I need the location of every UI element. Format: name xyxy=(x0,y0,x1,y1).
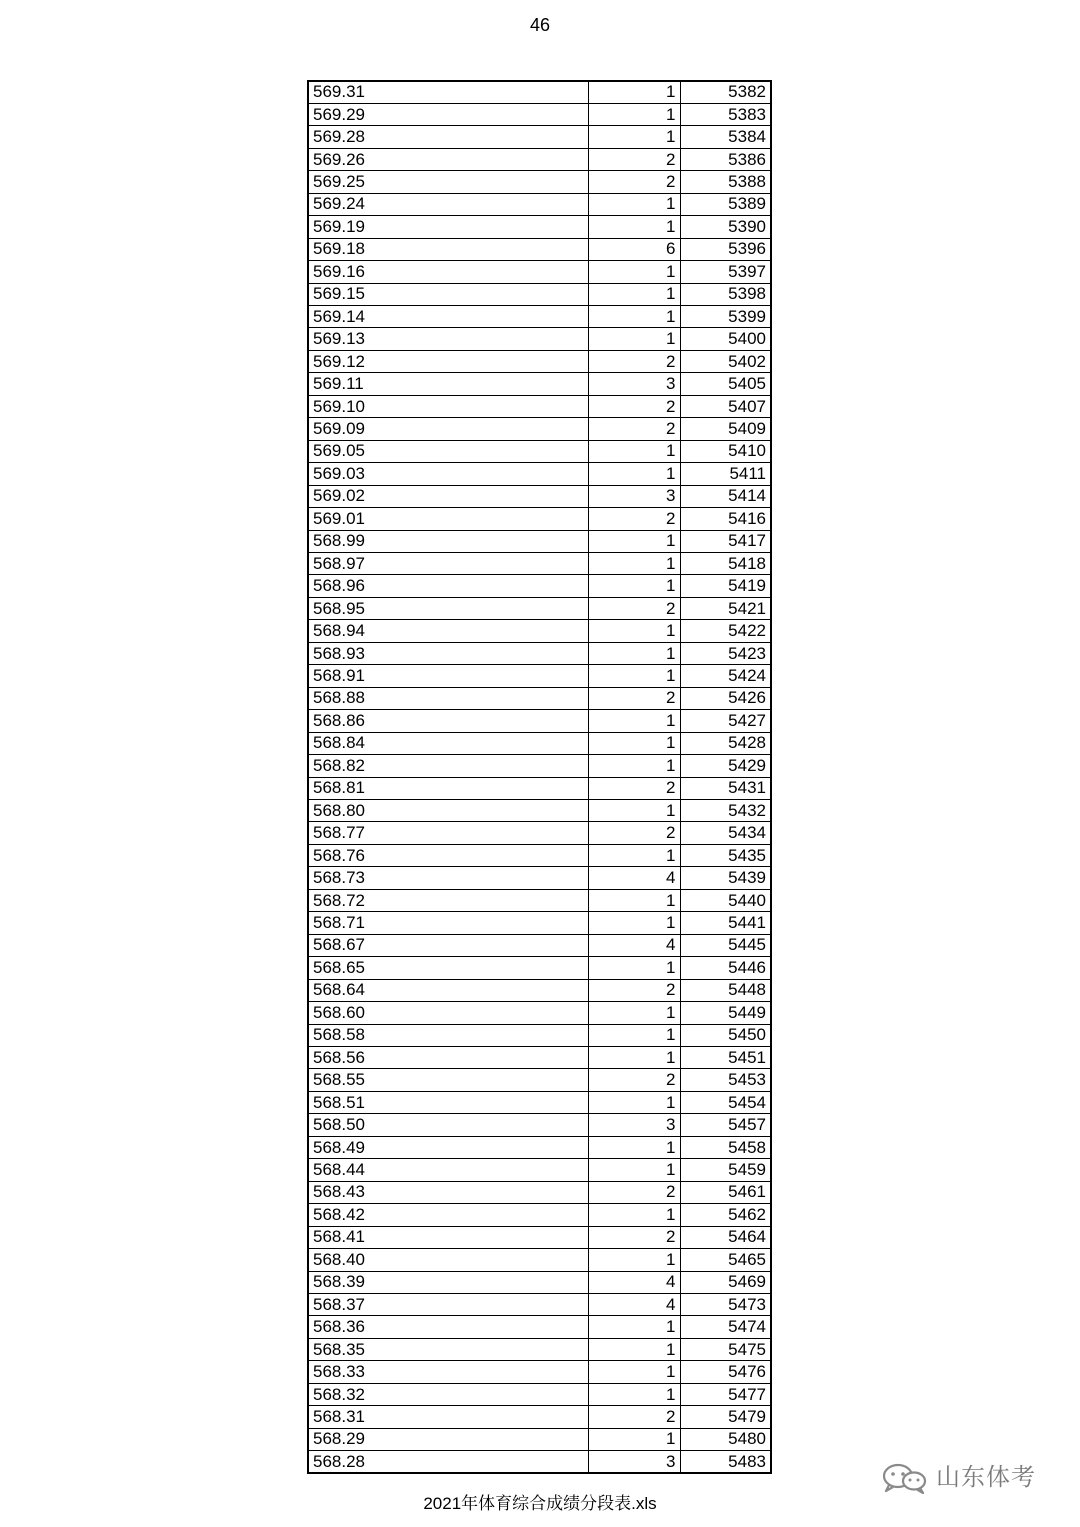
table-row xyxy=(308,1451,771,1473)
cumulative-cell: 5465 xyxy=(680,1249,771,1271)
cumulative-cell: 5475 xyxy=(680,1338,771,1360)
table-row xyxy=(308,620,771,642)
table-row xyxy=(308,81,771,103)
cumulative-cell: 5459 xyxy=(680,1159,771,1181)
table-row xyxy=(308,373,771,395)
score-cell: 569.02 xyxy=(308,485,588,507)
score-cell: 568.31 xyxy=(308,1406,588,1428)
cumulative-cell: 5389 xyxy=(680,193,771,215)
count-cell: 2 xyxy=(588,395,680,417)
table-row xyxy=(308,238,771,260)
cumulative-cell: 5457 xyxy=(680,1114,771,1136)
score-cell: 569.09 xyxy=(308,418,588,440)
score-cell: 568.77 xyxy=(308,822,588,844)
table-row xyxy=(308,957,771,979)
count-cell: 2 xyxy=(588,1406,680,1428)
count-cell: 1 xyxy=(588,1091,680,1113)
score-cell: 568.76 xyxy=(308,844,588,866)
cumulative-cell: 5397 xyxy=(680,261,771,283)
table-row xyxy=(308,822,771,844)
score-cell: 568.97 xyxy=(308,553,588,575)
count-cell: 1 xyxy=(588,844,680,866)
count-cell: 1 xyxy=(588,665,680,687)
count-cell: 2 xyxy=(588,1069,680,1091)
table-row xyxy=(308,283,771,305)
table-row xyxy=(308,328,771,350)
score-cell: 569.11 xyxy=(308,373,588,395)
score-cell: 568.39 xyxy=(308,1271,588,1293)
score-cell: 569.26 xyxy=(308,148,588,170)
count-cell: 1 xyxy=(588,1428,680,1450)
count-cell: 2 xyxy=(588,508,680,530)
score-cell: 568.88 xyxy=(308,687,588,709)
count-cell: 2 xyxy=(588,1181,680,1203)
count-cell: 3 xyxy=(588,1114,680,1136)
score-cell: 569.13 xyxy=(308,328,588,350)
count-cell: 1 xyxy=(588,1361,680,1383)
table-row xyxy=(308,889,771,911)
score-cell: 568.60 xyxy=(308,1002,588,1024)
table-row xyxy=(308,1383,771,1405)
table-row xyxy=(308,912,771,934)
cumulative-cell: 5453 xyxy=(680,1069,771,1091)
score-cell: 568.56 xyxy=(308,1046,588,1068)
table-row xyxy=(308,440,771,462)
table-row xyxy=(308,261,771,283)
cumulative-cell: 5400 xyxy=(680,328,771,350)
count-cell: 1 xyxy=(588,912,680,934)
count-cell: 1 xyxy=(588,193,680,215)
cumulative-cell: 5396 xyxy=(680,238,771,260)
table-row xyxy=(308,642,771,664)
table-row xyxy=(308,1226,771,1248)
table-row xyxy=(308,732,771,754)
cumulative-cell: 5388 xyxy=(680,171,771,193)
count-cell: 1 xyxy=(588,575,680,597)
cumulative-cell: 5405 xyxy=(680,373,771,395)
table-row xyxy=(308,1114,771,1136)
count-cell: 1 xyxy=(588,1002,680,1024)
score-cell: 568.51 xyxy=(308,1091,588,1113)
count-cell: 4 xyxy=(588,1271,680,1293)
cumulative-cell: 5483 xyxy=(680,1451,771,1473)
score-cell: 568.73 xyxy=(308,867,588,889)
score-cell: 568.55 xyxy=(308,1069,588,1091)
score-cell: 568.49 xyxy=(308,1136,588,1158)
score-cell: 568.91 xyxy=(308,665,588,687)
score-cell: 568.29 xyxy=(308,1428,588,1450)
score-cell: 568.72 xyxy=(308,889,588,911)
table-row xyxy=(308,575,771,597)
cumulative-cell: 5407 xyxy=(680,395,771,417)
table-row xyxy=(308,665,771,687)
count-cell: 1 xyxy=(588,306,680,328)
table-row xyxy=(308,395,771,417)
cumulative-cell: 5446 xyxy=(680,957,771,979)
score-cell: 569.14 xyxy=(308,306,588,328)
cumulative-cell: 5445 xyxy=(680,934,771,956)
count-cell: 1 xyxy=(588,440,680,462)
cumulative-cell: 5451 xyxy=(680,1046,771,1068)
score-cell: 568.40 xyxy=(308,1249,588,1271)
cumulative-cell: 5450 xyxy=(680,1024,771,1046)
score-cell: 568.64 xyxy=(308,979,588,1001)
score-cell: 569.18 xyxy=(308,238,588,260)
wechat-watermark xyxy=(880,1462,1036,1494)
table-row xyxy=(308,418,771,440)
count-cell: 2 xyxy=(588,350,680,372)
count-cell: 4 xyxy=(588,867,680,889)
score-cell: 568.65 xyxy=(308,957,588,979)
cumulative-cell: 5461 xyxy=(680,1181,771,1203)
table-row xyxy=(308,1136,771,1158)
count-cell: 1 xyxy=(588,710,680,732)
score-cell: 568.82 xyxy=(308,755,588,777)
count-cell: 1 xyxy=(588,755,680,777)
score-cell: 568.93 xyxy=(308,642,588,664)
count-cell: 1 xyxy=(588,800,680,822)
count-cell: 1 xyxy=(588,328,680,350)
cumulative-cell: 5426 xyxy=(680,687,771,709)
table-row xyxy=(308,1271,771,1293)
cumulative-cell: 5427 xyxy=(680,710,771,732)
count-cell: 1 xyxy=(588,1338,680,1360)
count-cell: 1 xyxy=(588,1204,680,1226)
score-cell: 569.25 xyxy=(308,171,588,193)
table-row xyxy=(308,1338,771,1360)
score-cell: 569.28 xyxy=(308,126,588,148)
cumulative-cell: 5469 xyxy=(680,1271,771,1293)
cumulative-cell: 5423 xyxy=(680,642,771,664)
score-cell: 568.35 xyxy=(308,1338,588,1360)
cumulative-cell: 5417 xyxy=(680,530,771,552)
count-cell: 1 xyxy=(588,530,680,552)
score-cell: 568.33 xyxy=(308,1361,588,1383)
count-cell: 1 xyxy=(588,81,680,103)
cumulative-cell: 5448 xyxy=(680,979,771,1001)
table-row xyxy=(308,508,771,530)
count-cell: 1 xyxy=(588,620,680,642)
score-cell: 568.28 xyxy=(308,1451,588,1473)
wechat-icon xyxy=(880,1462,930,1494)
table-row xyxy=(308,126,771,148)
score-cell: 569.03 xyxy=(308,463,588,485)
table-row xyxy=(308,710,771,732)
cumulative-cell: 5479 xyxy=(680,1406,771,1428)
cumulative-cell: 5418 xyxy=(680,553,771,575)
cumulative-cell: 5441 xyxy=(680,912,771,934)
table-row xyxy=(308,1024,771,1046)
count-cell: 1 xyxy=(588,261,680,283)
cumulative-cell: 5419 xyxy=(680,575,771,597)
cumulative-cell: 5414 xyxy=(680,485,771,507)
count-cell: 1 xyxy=(588,1316,680,1338)
cumulative-cell: 5473 xyxy=(680,1293,771,1315)
table-row xyxy=(308,1181,771,1203)
cumulative-cell: 5410 xyxy=(680,440,771,462)
score-cell: 569.15 xyxy=(308,283,588,305)
score-cell: 568.81 xyxy=(308,777,588,799)
cumulative-cell: 5454 xyxy=(680,1091,771,1113)
score-cell: 569.12 xyxy=(308,350,588,372)
count-cell: 1 xyxy=(588,463,680,485)
table-row xyxy=(308,1249,771,1271)
cumulative-cell: 5429 xyxy=(680,755,771,777)
cumulative-cell: 5435 xyxy=(680,844,771,866)
count-cell: 1 xyxy=(588,283,680,305)
table-row xyxy=(308,193,771,215)
table-body xyxy=(308,81,771,1473)
cumulative-cell: 5434 xyxy=(680,822,771,844)
table-row xyxy=(308,1069,771,1091)
score-cell: 569.16 xyxy=(308,261,588,283)
score-cell: 568.67 xyxy=(308,934,588,956)
cumulative-cell: 5399 xyxy=(680,306,771,328)
count-cell: 1 xyxy=(588,642,680,664)
count-cell: 2 xyxy=(588,148,680,170)
score-cell: 568.94 xyxy=(308,620,588,642)
count-cell: 2 xyxy=(588,687,680,709)
table-row xyxy=(308,1002,771,1024)
count-cell: 1 xyxy=(588,216,680,238)
count-cell: 4 xyxy=(588,1293,680,1315)
score-cell: 568.44 xyxy=(308,1159,588,1181)
table-row xyxy=(308,777,771,799)
table-row xyxy=(308,1204,771,1226)
cumulative-cell: 5474 xyxy=(680,1316,771,1338)
count-cell: 1 xyxy=(588,1249,680,1271)
cumulative-cell: 5421 xyxy=(680,597,771,619)
table-row xyxy=(308,350,771,372)
score-cell: 569.19 xyxy=(308,216,588,238)
score-cell: 568.84 xyxy=(308,732,588,754)
cumulative-cell: 5477 xyxy=(680,1383,771,1405)
cumulative-cell: 5386 xyxy=(680,148,771,170)
table-row xyxy=(308,800,771,822)
count-cell: 2 xyxy=(588,777,680,799)
count-cell: 1 xyxy=(588,126,680,148)
table-row xyxy=(308,306,771,328)
cumulative-cell: 5431 xyxy=(680,777,771,799)
cumulative-cell: 5476 xyxy=(680,1361,771,1383)
score-cell: 568.86 xyxy=(308,710,588,732)
table-row xyxy=(308,979,771,1001)
table-row xyxy=(308,1293,771,1315)
count-cell: 3 xyxy=(588,485,680,507)
table-row xyxy=(308,1159,771,1181)
score-cell: 568.58 xyxy=(308,1024,588,1046)
cumulative-cell: 5462 xyxy=(680,1204,771,1226)
score-cell: 569.24 xyxy=(308,193,588,215)
count-cell: 1 xyxy=(588,732,680,754)
score-cell: 568.50 xyxy=(308,1114,588,1136)
count-cell: 2 xyxy=(588,418,680,440)
cumulative-cell: 5480 xyxy=(680,1428,771,1450)
cumulative-cell: 5384 xyxy=(680,126,771,148)
cumulative-cell: 5390 xyxy=(680,216,771,238)
score-cell: 568.41 xyxy=(308,1226,588,1248)
count-cell: 1 xyxy=(588,957,680,979)
score-cell: 568.71 xyxy=(308,912,588,934)
cumulative-cell: 5409 xyxy=(680,418,771,440)
cumulative-cell: 5440 xyxy=(680,889,771,911)
score-cell: 568.96 xyxy=(308,575,588,597)
table-row xyxy=(308,867,771,889)
cumulative-cell: 5428 xyxy=(680,732,771,754)
cumulative-cell: 5424 xyxy=(680,665,771,687)
count-cell: 2 xyxy=(588,1226,680,1248)
cumulative-cell: 5464 xyxy=(680,1226,771,1248)
score-cell: 568.37 xyxy=(308,1293,588,1315)
score-cell: 569.10 xyxy=(308,395,588,417)
count-cell: 1 xyxy=(588,1024,680,1046)
table-row xyxy=(308,103,771,125)
cumulative-cell: 5422 xyxy=(680,620,771,642)
cumulative-cell: 5383 xyxy=(680,103,771,125)
count-cell: 1 xyxy=(588,1136,680,1158)
count-cell: 2 xyxy=(588,171,680,193)
score-cell: 568.99 xyxy=(308,530,588,552)
score-distribution-table xyxy=(307,80,772,1474)
score-cell: 568.95 xyxy=(308,597,588,619)
footer-filename: 2021年体育综合成绩分段表.xls xyxy=(423,1494,657,1513)
count-cell: 2 xyxy=(588,822,680,844)
table-row xyxy=(308,216,771,238)
table-row xyxy=(308,597,771,619)
table-row xyxy=(308,844,771,866)
table-row xyxy=(308,1316,771,1338)
score-cell: 568.43 xyxy=(308,1181,588,1203)
table-row xyxy=(308,1406,771,1428)
score-cell: 569.31 xyxy=(308,81,588,103)
cumulative-cell: 5398 xyxy=(680,283,771,305)
count-cell: 3 xyxy=(588,373,680,395)
count-cell: 1 xyxy=(588,889,680,911)
table-row xyxy=(308,1091,771,1113)
score-cell: 568.36 xyxy=(308,1316,588,1338)
score-cell: 568.80 xyxy=(308,800,588,822)
cumulative-cell: 5416 xyxy=(680,508,771,530)
score-cell: 569.05 xyxy=(308,440,588,462)
cumulative-cell: 5402 xyxy=(680,350,771,372)
score-cell: 568.42 xyxy=(308,1204,588,1226)
count-cell: 1 xyxy=(588,103,680,125)
score-cell: 569.01 xyxy=(308,508,588,530)
cumulative-cell: 5458 xyxy=(680,1136,771,1158)
count-cell: 4 xyxy=(588,934,680,956)
cumulative-cell: 5432 xyxy=(680,800,771,822)
table-row xyxy=(308,171,771,193)
table-row xyxy=(308,934,771,956)
table-row xyxy=(308,553,771,575)
score-cell: 568.32 xyxy=(308,1383,588,1405)
table-row xyxy=(308,1361,771,1383)
watermark-text: 山东体考 xyxy=(936,1464,1036,1491)
table-row xyxy=(308,1046,771,1068)
table-row xyxy=(308,755,771,777)
count-cell: 1 xyxy=(588,1159,680,1181)
page-number: 46 xyxy=(529,15,551,35)
count-cell: 1 xyxy=(588,1383,680,1405)
count-cell: 2 xyxy=(588,597,680,619)
cumulative-cell: 5439 xyxy=(680,867,771,889)
count-cell: 3 xyxy=(588,1451,680,1473)
table-row xyxy=(308,148,771,170)
count-cell: 2 xyxy=(588,979,680,1001)
table-row xyxy=(308,687,771,709)
count-cell: 1 xyxy=(588,1046,680,1068)
count-cell: 6 xyxy=(588,238,680,260)
cumulative-cell: 5411 xyxy=(680,463,771,485)
cumulative-cell: 5382 xyxy=(680,81,771,103)
score-cell: 569.29 xyxy=(308,103,588,125)
table-row xyxy=(308,485,771,507)
table-row xyxy=(308,1428,771,1450)
count-cell: 1 xyxy=(588,553,680,575)
cumulative-cell: 5449 xyxy=(680,1002,771,1024)
table-row xyxy=(308,463,771,485)
table-row xyxy=(308,530,771,552)
